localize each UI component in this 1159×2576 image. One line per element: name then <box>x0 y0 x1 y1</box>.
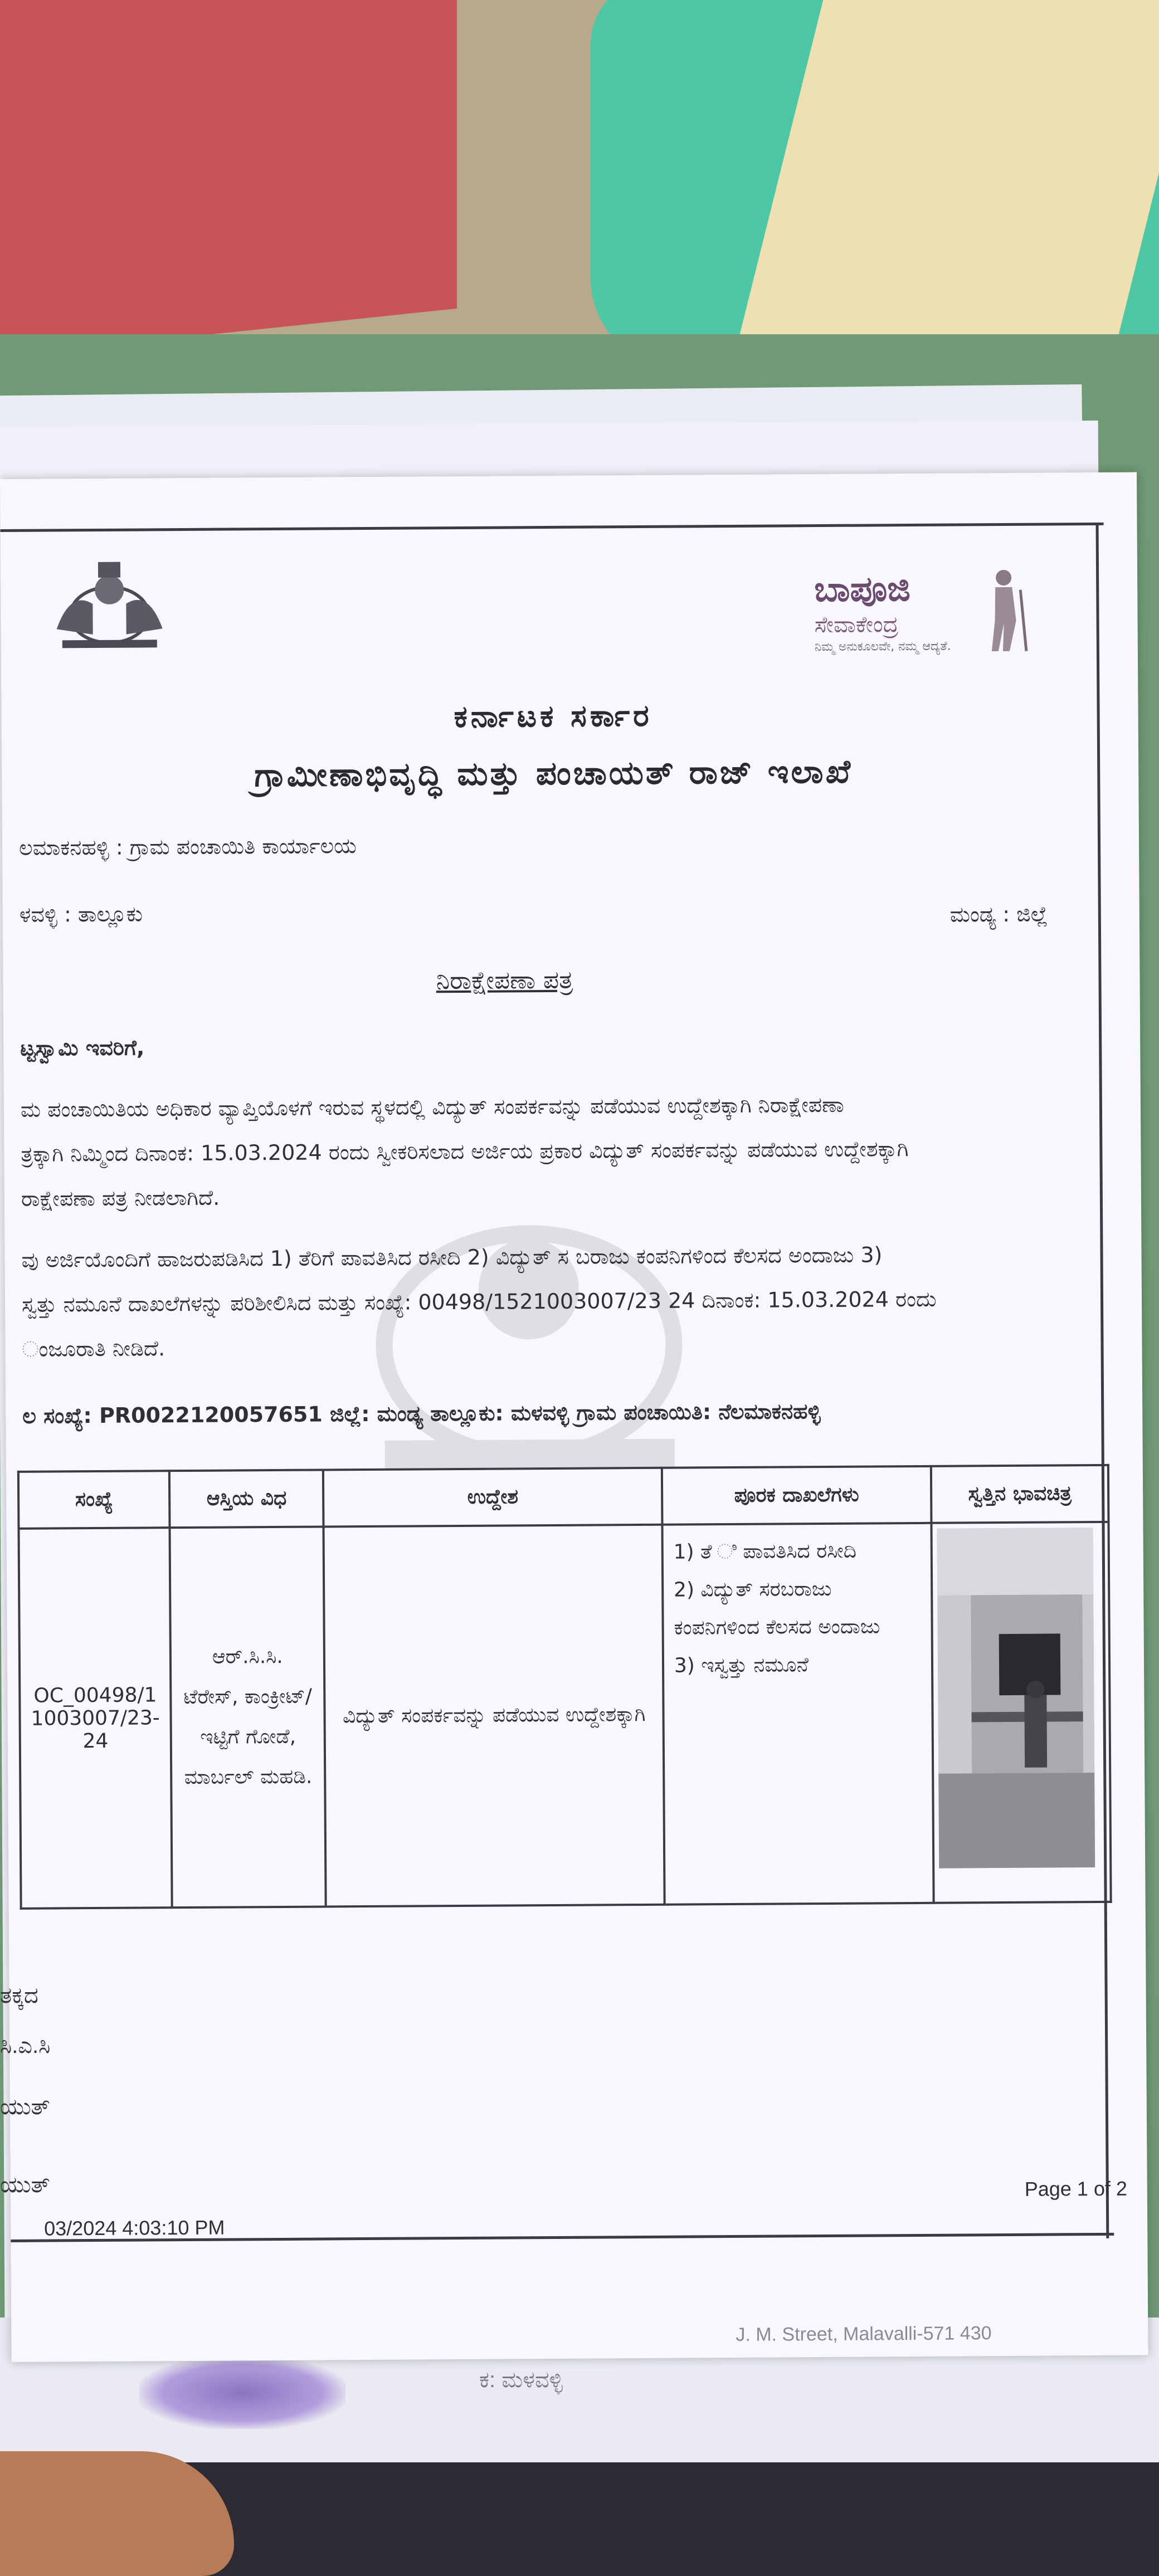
body-line: ಮ ಪಂಚಾಯಿತಿಯ ಅಧಿಕಾರ ವ್ಯಾಪ್ತಿಯೊಳಗೆ ಇರುವ ಸ್ಥಳದಲ್ಲಿ ವಿದ್ಯುತ್ ಸಂಪರ್ಕವನ್ನು ಪಡೆಯುವ ಉದ್ದೇಶಕ್ಕಾಗಿ ನಿರಾಕ್ಷೇಪಣಾ <box>20 1092 844 1122</box>
body-line: ರಾಕ್ಷೇಪಣಾ ಪತ್ರ ನೀಡಲಾಗಿದೆ. <box>21 1185 220 1211</box>
table-header-row <box>18 1465 1109 1529</box>
header-number: ಸಂಖ್ಯೆ <box>18 1471 170 1529</box>
page-number: Page 1 of 2 <box>1024 2177 1128 2201</box>
table-row <box>19 1522 1111 1909</box>
karnataka-emblem-icon <box>40 550 179 657</box>
header-property-type: ಆಸ್ತಿಯ ವಿಧ <box>169 1470 324 1528</box>
underlying-text: ಕ: ಮಳವಳ್ಳಿ <box>479 2368 563 2392</box>
document-item: 2) ವಿದ್ಯುತ್ ಸರಬರಾಜು ಕಂಪನಿಗಳಿಂದ ಕೆಲಸದ ಅಂದಾಜು <box>673 1577 880 1640</box>
cell-documents <box>662 1523 933 1905</box>
logo-subtitle: ಸೇವಾಕೇಂದ್ರ <box>814 612 899 638</box>
ink-stamp <box>139 2357 345 2429</box>
body-line: ತ್ರಕ್ಕಾಗಿ ನಿಮ್ಮಿಂದ ದಿನಾಂಕ: 15.03.2024 ರಂದು ಸ್ವೀಕರಿಸಲಾದ ಅರ್ಜಿಯ ಪ್ರಕಾರ ವಿದ್ಯುತ್ ಸಂಪರ್ಕವನ್ನು ಪಡೆಯುವ ಉದ್ದೇಶಕ್ಕಾಗಿ <box>21 1136 909 1167</box>
border-top <box>1 523 1104 532</box>
print-timestamp: 03/2024 4:03:10 PM <box>44 2216 225 2240</box>
body-line: ಂಜೂರಾತಿ ನೀಡಿದೆ. <box>22 1336 165 1362</box>
header-purpose: ಉದ್ದೇಶ <box>323 1468 662 1527</box>
document-item: 3) ಇಸ್ವತ್ತು ನಮೂನೆ <box>674 1653 809 1677</box>
logo-tagline: ನಿಮ್ಮ ಅನುಕೂಲವೇ, ನಮ್ಮ ಆದ್ಯತೆ. <box>814 639 951 655</box>
cell-property-type: ಆರ್.ಸಿ.ಸಿ. ಟೆರೇಸ್, ಕಾಂಕ್ರೀಟ್/ಇಟ್ಟಿಗೆ ಗೋಡೆ, ಮಾರ್ಬಲ್ ಮಹಡಿ. <box>170 1526 326 1907</box>
cell-number: OC_00498/1 1003007/23- 24 <box>19 1528 172 1909</box>
document-item: 1) ತೆ ಿ ಪಾವತಿಸಿದ ರಸೀದಿ <box>673 1539 857 1564</box>
taluk-line: ಳವಳ್ಳಿ : ತಾಲ್ಲೂಕು <box>19 901 143 927</box>
property-details-table <box>17 1464 1112 1910</box>
salutation: ಟ್ಟಸ್ವಾಮಿ ಇವರಿಗೆ, <box>20 1035 145 1061</box>
red-notebook <box>0 0 457 357</box>
header-photo: ಸ್ವತ್ತಿನ ಭಾವಚಿತ್ರ <box>931 1465 1108 1523</box>
property-photo <box>937 1528 1095 1868</box>
walking-figure-icon <box>970 568 1038 652</box>
header-documents: ಪೂರಕ ದಾಖಲೆಗಳು <box>662 1466 932 1525</box>
cell-photo <box>932 1522 1111 1903</box>
address-fragment: J. M. Street, Malavalli-571 430 <box>736 2323 992 2345</box>
emblem-watermark-icon <box>316 1177 742 1491</box>
noc-document-page <box>0 472 1148 2362</box>
cell-purpose: ವಿದ್ಯುತ್ ಸಂಪರ್ಕವನ್ನು ಪಡೆಯುವ ಉದ್ದೇಶಕ್ಕಾಗಿ <box>324 1525 665 1907</box>
district-line: ಮಂಡ್ಯ : ಜಿಲ್ಲೆ <box>949 901 1048 927</box>
logo-name: ಬಾಪೂಜಿ <box>814 568 911 610</box>
body-line: ಸ್ವತ್ತು ನಮೂನೆ ದಾಖಲೆಗಳನ್ನು ಪರಿಶೀಲಿಸಿದ ಮತ್ತು ಸಂಖ್ಯೆ: 00498/1521003007/23 24 ದಿನಾಂಕ: 15.03.2024 ರಂದು <box>21 1286 937 1317</box>
office-line: ಲಮಾಕನಹಳ್ಳಿ : ಗ್ರಾಮ ಪಂಚಾಯಿತಿ ಕಾರ್ಯಾಲಯ <box>18 833 357 860</box>
department-title: ಗ್ರಾಮೀಣಾಭಿವೃದ್ಧಿ ಮತ್ತು ಪಂಚಾಯತ್ ರಾಜ್ ಇಲಾಖೆ <box>254 752 853 794</box>
property-id-line: ಲ ಸಂಖ್ಯೆ: PR0022120057651 ಜಿಲ್ಲೆ: ಮಂಡ್ಯ ತಾಲ್ಲೂಕು: ಮಳವಳ್ಳಿ ಗ್ರಾಮ ಪಂಚಾಯಿತಿ: ನೆಲಮಾಕನಹಳ್ಳಿ <box>22 1399 821 1428</box>
bapuji-seva-kendra-logo <box>803 567 1060 658</box>
margin-fragment: ಯುತ್ <box>0 2095 50 2119</box>
margin-fragment: ಯುತ್ <box>0 2173 50 2197</box>
margin-fragment: ಸಿ.ಎ.ಸಿ <box>0 2033 51 2058</box>
subject-heading: ನಿರಾಕ್ಷೇಪಣಾ ಪತ್ರ <box>436 965 573 996</box>
government-title: ಕರ್ನಾಟಕ ಸರ್ಕಾರ <box>454 697 652 735</box>
margin-fragment: ತಕ್ಕದ <box>0 1983 38 2008</box>
body-line: ವು ಅರ್ಜಿಯೊಂದಿಗೆ ಹಾಜರುಪಡಿಸಿದ 1) ತೆರಿಗೆ ಪಾವತಿಸಿದ ರಸೀದಿ 2) ವಿದ್ಯುತ್ ಸ ಬರಾಜು ಕಂಪನಿಗಳಿಂದ ಕೆಲಸದ ಅಂದಾಜು 3) <box>21 1242 883 1272</box>
